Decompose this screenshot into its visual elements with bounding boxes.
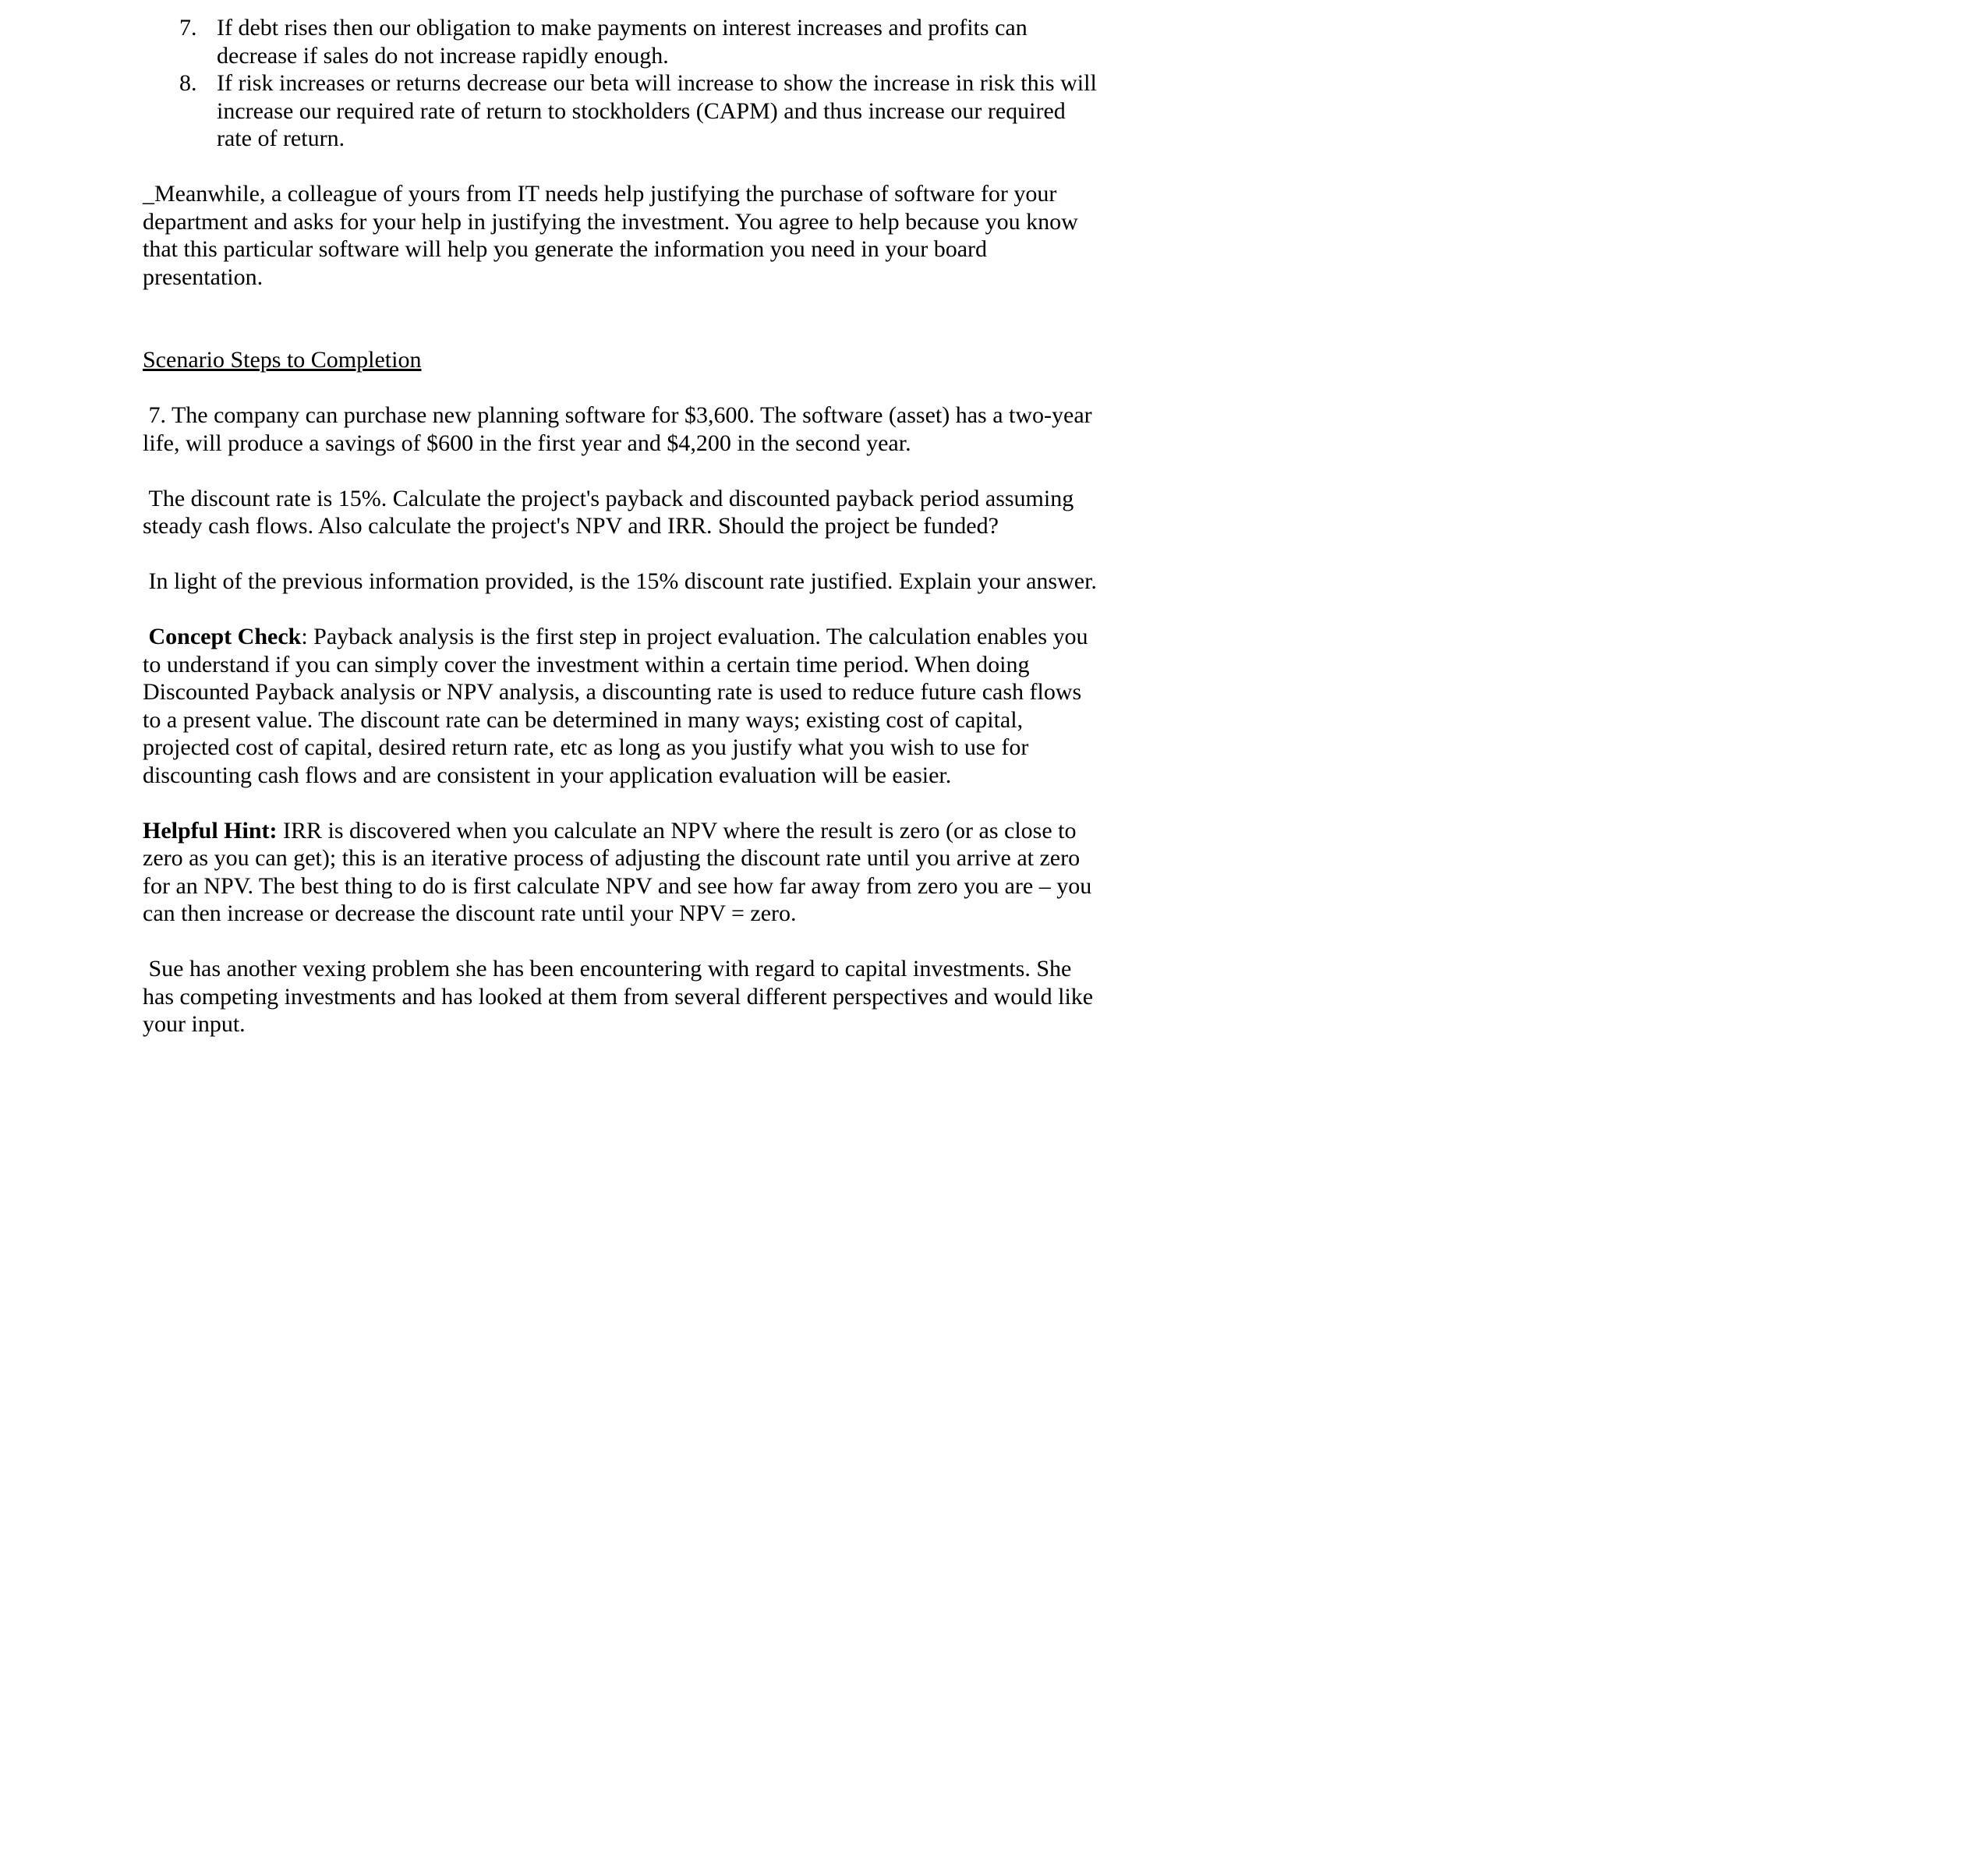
paragraph-concept-check <box>143 623 1102 789</box>
helpful-hint-text: IRR is discovered when you calculate an NPV where the result is zero (or as close to zero as you can get); this is an iterative process of adjusting the discount rate until you arrive at zero for an NPV. The best thing to do is first calculate NPV and see how far away from zero you are – you can then increase or decrease the discount rate until your NPV = zero. <box>143 817 1098 926</box>
list-item-8 <box>143 69 1102 153</box>
section-heading-text: Scenario Steps to Completion <box>143 347 422 373</box>
concept-check-text: : Payback analysis is the first step in project evaluation. The calculation enables you to understand if you can simply cover the investment within a certain time period. When doing Discounted Payback analysis or NPV analysis, a discounting rate is used to reduce future cash flows to a present value. The discount rate can be determined in many ways; existing cost of capital, projected cost of capital, desired return rate, etc as long as you justify what you wish to use for discounting cash flows and are consistent in your application evaluation will be easier. <box>143 624 1094 788</box>
document-page <box>143 14 1102 1066</box>
paragraph-discount-rate: The discount rate is 15%. Calculate the project's payback and discounted payback period assuming steady cash flows. Also calculate the project's NPV and IRR. Should the project be funded? <box>143 485 1080 539</box>
numbered-list <box>143 14 1102 153</box>
list-item-7 <box>143 14 1102 69</box>
paragraph-meanwhile: _Meanwhile, a colleague of yours from IT needs help justifying the purchase of software for your department and asks for your help in justifying the investment. You agree to help because you know that this particular software will help you generate the information you need in your board presentation. <box>143 181 1084 290</box>
helpful-hint-label: Helpful Hint: <box>143 817 278 844</box>
section-heading <box>143 346 1102 374</box>
paragraph-helpful-hint <box>143 817 1102 928</box>
paragraph-justification: In light of the previous information provided, is the 15% discount rate justified. Explain your answer. <box>143 568 1097 594</box>
list-item-text: If debt rises then our obligation to make payments on interest increases and profits can decrease if sales do not increase rapidly enough. <box>217 15 1028 69</box>
list-item-number: 7. <box>179 15 197 41</box>
list-item-text: If risk increases or returns decrease our beta will increase to show the increase in risk this will increase our required rate of return to stockholders (CAPM) and thus increase our required rate of return. <box>217 70 1097 151</box>
paragraph-step-7: 7. The company can purchase new planning software for $3,600. The software (asset) has a two-year life, will produce a savings of $600 in the first year and $4,200 in the second year. <box>143 402 1098 456</box>
concept-check-label: Concept Check <box>143 624 302 649</box>
paragraph-sue: Sue has another vexing problem she has been encountering with regard to capital investments. She has competing investments and has looked at them from several different perspectives and would like your input. <box>143 956 1099 1037</box>
list-item-number: 8. <box>179 70 197 96</box>
